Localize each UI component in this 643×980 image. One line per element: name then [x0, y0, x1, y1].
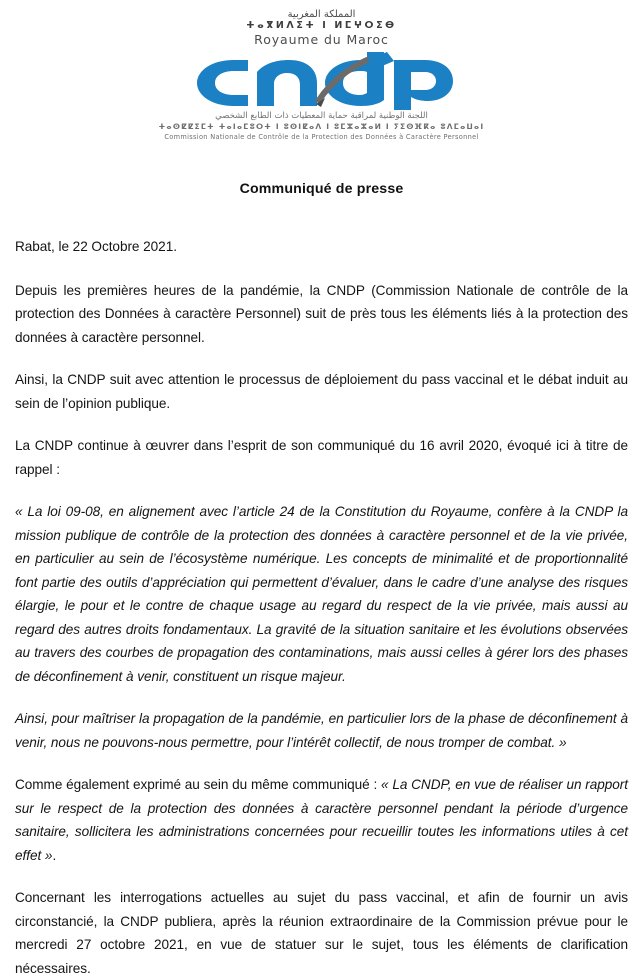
tagline-tifinagh: ⵜⴰⵙⵇⵇⵉⵎⵜ ⵜⴰⵏⴰⵎⵓⵔⵜ ⵏ ⵓⵙⵏⵇⴰⴷ ⵏ ⵓⵎⵣⴰⵣⴰⵍ ⵏ ⵢⵉⵙⴼⴽⴰ ⵓⴷⵎⴰⵡⴰⵏ [158, 122, 485, 131]
logo-letter-n [257, 60, 317, 106]
document-body [15, 150, 628, 980]
paragraph-4 [15, 773, 628, 867]
paragraph-5: Concernant les interrogations actuelles au sujet du pass vaccinal, et afin de fournir un avis circonstancié, la CNDP publiera, après la réunion extraordinaire de la Commission prévue pour le mercredi 27 octobre 2021, en vue de statuer sur le sujet, tous les éléments de clarification nécessaires. [15, 890, 628, 976]
kingdom-tifinagh-text: ⵜⴰⴳⵍⴷⵉⵜ ⵏ ⵍⵎⵖⵔⵉⴱ [246, 20, 397, 31]
page-title: Communiqué de presse [239, 181, 404, 197]
paragraph-4-quote: « La CNDP, en vue de réaliser un rapport sur le respect de la protection des données à caractère personnel pendant la période d’urgence sanitaire, sollicitera les administrations concernées pour recueillir toutes les informations utiles à cet effet » [15, 777, 628, 863]
paragraph-1: Depuis les premières heures de la pandémie, la CNDP (Commission Nationale de contrôle de la protection des Données à caractère Personnel) suit de près tous les éléments liés à la protection des données à caractère personnel. [15, 282, 628, 345]
logo-tagline [0, 111, 643, 142]
paragraph-2: Ainsi, la CNDP suit avec attention le processus de déploiement du pass vaccinal et le débat induit au sein de l’opinion publique. [15, 372, 628, 411]
cndp-logo-svg [191, 52, 453, 110]
kingdom-french-text: Royaume du Maroc [254, 32, 389, 47]
dateline: Rabat, le 22 Octobre 2021. [15, 239, 177, 254]
logo-letter-c [197, 60, 248, 106]
letterhead [0, 0, 643, 142]
quote-paragraph-1: « La loi 09-08, en alignement avec l’article 24 de la Constitution du Royaume, confère à la CNDP la mission publique de contrôle de la protection des données à caractère personnel et de la vie privée, en particulier au sein de l’écosystème numérique. Les concepts de minimalité et de proportionnalité font partie des outils d’appréciation qui permettent d’évaluer, dans le cadre d’une analyse des risques élargie, le pour et le contre de chaque usage au regard du respect de la vie privée, mais aussi au regard des autres droits fondamentaux. La gravité de la situation sanitaire et les évolutions observées au travers des courbes de propagation des contaminations, mais aussi celles à gérer lors des phases de déconfinement à venir, constituent un risque majeur. [15, 504, 628, 684]
paragraph-4-tail: . [52, 847, 57, 863]
kingdom-arabic-text: المملكة المغربية [287, 9, 356, 20]
paragraph-4-lead: Comme également exprimé au sein du même communiqué : [15, 777, 382, 792]
logo-letter-p [394, 60, 453, 110]
quote-paragraph-2: Ainsi, pour maîtriser la propagation de la pandémie, en particulier lors de la phase de déconfinement à venir, nous ne pouvons-nous permettre, pour l’intérêt collectif, de nous tromper de combat. » [15, 711, 628, 750]
cndp-logo [0, 52, 643, 110]
tagline-french: Commission Nationale de Contrôle de la Protection des Données à Caractère Personnel [164, 133, 479, 141]
paragraph-3: La CNDP continue à œuvrer dans l’esprit de son communiqué du 16 avril 2020, évoqué ici à titre de rappel : [15, 438, 628, 477]
tagline-arabic: اللجنة الوطنية لمراقبة حماية المعطيات ذات الطابع الشخصي [215, 111, 428, 121]
